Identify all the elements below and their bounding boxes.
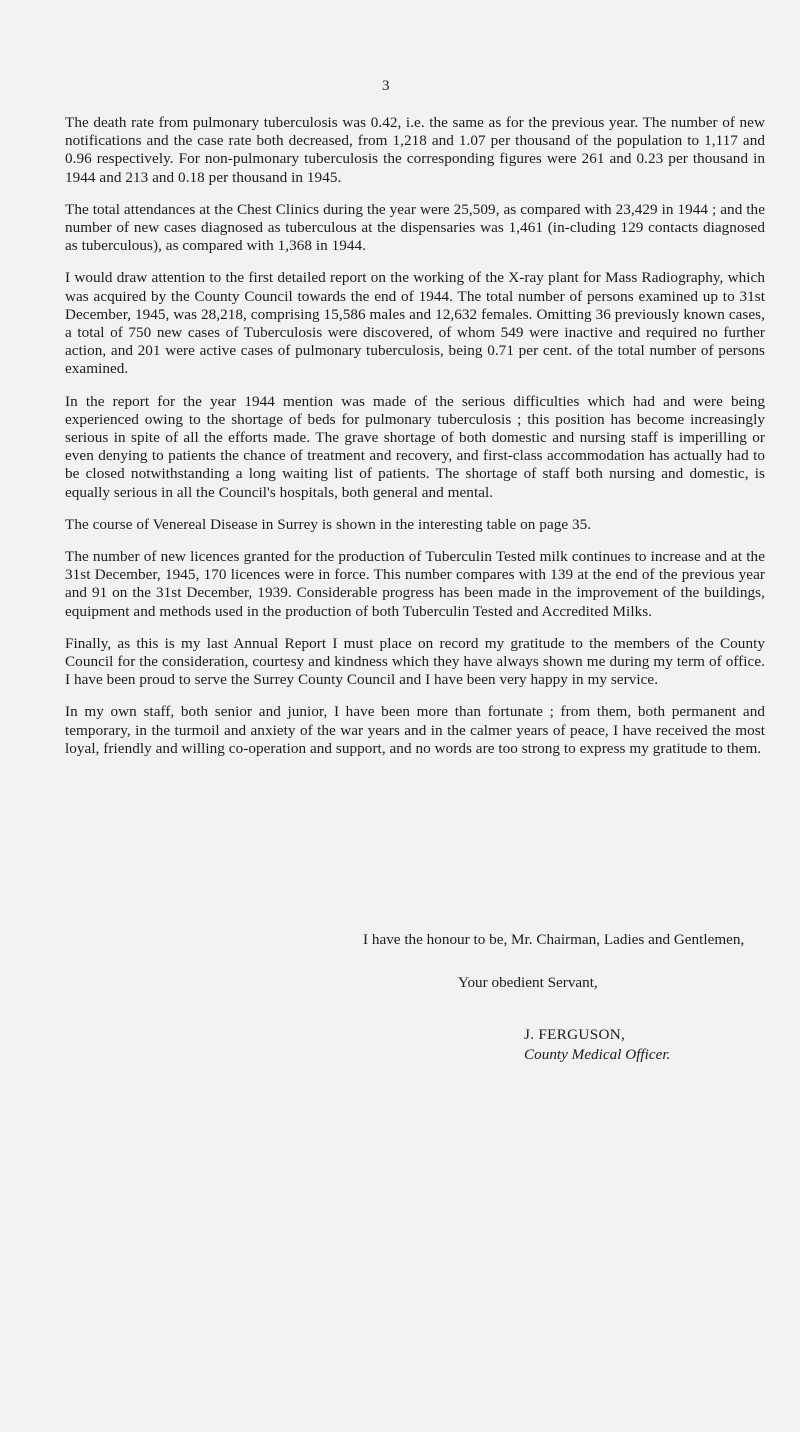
paragraph-pulmonary-tuberculosis: The death rate from pulmonary tuberculosis was 0.42, i.e. the same as for the previous year. The number of new notifications and the case rate both decreased, from 1,218 and 1.07 per thousand of the population to 1,117 and 0.96 respectively. For non-pulmonary tuberculosis the corresponding figures were 261 and 0.23 per thousand in 1944 and 213 and 0.18 per thousand in 1945. — [65, 114, 765, 186]
paragraph-tuberculin-milk: The number of new licences granted for the production of Tuberculin Tested milk continues to increase and at the 31st December, 1945, 170 licences were in force. This number compares with 139 at the end of the previous year and 91 on the 31st December, 1939. Considerable progress has been made in the improvement of the buildings, equipment and methods used in the production of both Tuberculin Tested and Accredited Milks. — [65, 548, 765, 620]
signature-designation: County Medical Officer. — [524, 1046, 671, 1063]
signature-name: J. FERGUSON, — [524, 1026, 626, 1043]
paragraph-bed-shortage: In the report for the year 1944 mention was made of the serious difficulties which had and were being experienced owing to the shortage of beds for pulmonary tuberculosis ; this position has become increasingly serious in spite of all the efforts made. The grave shortage of both domestic and nursing staff is imperilling or even denying to patients the chance of treatment and recovery, and first-class accommodation has actually had to be closed notwithstanding a long waiting list of patients. The shortage of staff both nursing and domestic, is equally serious in all the Council's hospitals, both general and mental. — [65, 392, 765, 501]
page-number: 3 — [382, 78, 390, 94]
paragraph-venereal-disease: The course of Venereal Disease in Surrey is shown in the interesting table on page 35. — [65, 515, 592, 533]
paragraph-mass-radiography: I would draw attention to the first detailed report on the working of the X-ray plant for Mass Radiography, which was acquired by the County Council towards the end of 1944. The total number of persons examined up to 31st December, 1945, was 28,218, comprising 15,586 males and 12,632 females. Omitting 36 previously known cases, a total of 750 new cases of Tuberculosis were discovered, of whom 549 were inactive and required no further action, and 201 were active cases of pulmonary tuberculosis, being 0.71 per cent. of the total number of persons examined. — [65, 269, 765, 378]
paragraph-chest-clinics: The total attendances at the Chest Clinics during the year were 25,509, as compared with 23,429 in 1944 ; and the number of new cases diagnosed as tuberculous at the dispensaries was 1,461 (in-cluding 129 contacts diagnosed as tuberculous), as compared with 1,368 in 1944. — [65, 200, 765, 255]
closing-salutation: I have the honour to be, Mr. Chairman, Ladies and Gentlemen, — [363, 931, 745, 948]
report-body — [65, 114, 765, 772]
closing-valediction: Your obedient Servant, — [458, 974, 598, 991]
paragraph-gratitude-staff: In my own staff, both senior and junior, I have been more than fortunate ; from them, both permanent and temporary, in the turmoil and anxiety of the war years and in the calmer years of peace, I have received the most loyal, friendly and willing co-operation and support, and no words are too strong to express my gratitude to them. — [65, 703, 765, 757]
paragraph-gratitude-council: Finally, as this is my last Annual Report I must place on record my gratitude to the members of the County Council for the consideration, courtesy and kindness which they have always shown me during my term of office. I have been proud to serve the Surrey County Council and I have been very happy in my service. — [65, 634, 765, 689]
